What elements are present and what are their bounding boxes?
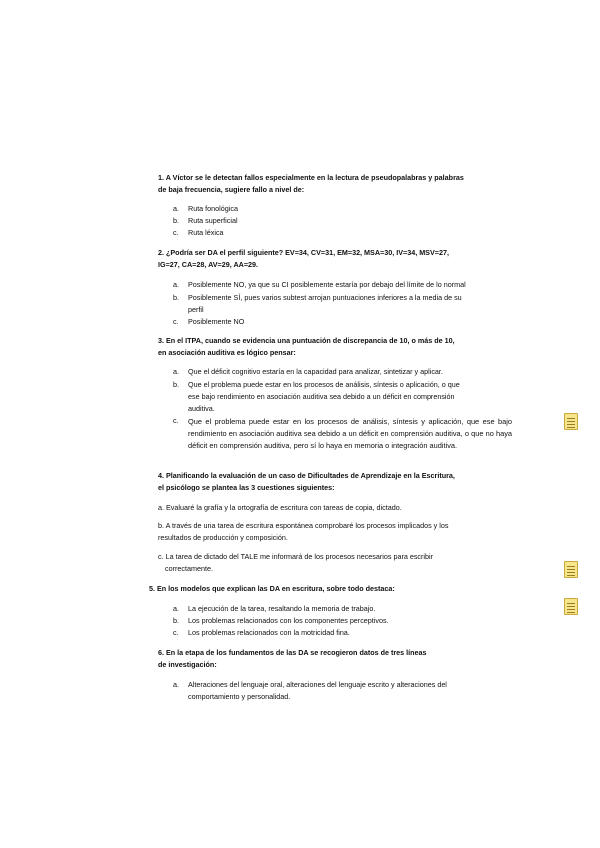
q1-stem-line2: de baja frecuencia, sugiere fallo a nivel de:	[158, 185, 305, 194]
q2-option-b-line2: perfil	[188, 305, 204, 314]
q4-item-c-line2: correctamente.	[165, 564, 213, 573]
q4-item-b-line1: b. A través de una tarea de escritura espontánea comprobaré los procesos implicados y los	[158, 521, 449, 530]
q6-stem-line1: 6. En la etapa de los fundamentos de las DA se recogieron datos de tres líneas	[158, 648, 427, 657]
q2-option-b-line1: Posiblemente SÍ, pues varios subtest arrojan puntuaciones inferiores a la media de su	[188, 293, 462, 302]
q3-option-c-label: c.	[173, 416, 179, 425]
q5-option-a-label: a.	[173, 604, 179, 613]
q3-option-b-line1: Que el problema puede estar en los procesos de análisis, síntesis o aplicación, o que	[188, 380, 460, 389]
q4-item-b-line2: resultados de producción y composición.	[158, 533, 288, 542]
q3-stem-line2: en asociación auditiva es lógico pensar:	[158, 348, 296, 357]
q1-stem-line1: 1. A Víctor se le detectan fallos especialmente en la lectura de pseudopalabras y palabras	[158, 173, 464, 182]
sticky-note-icon[interactable]	[564, 561, 578, 578]
q3-option-b-label: b.	[173, 380, 179, 389]
q5-option-c: Los problemas relacionados con la motricidad fina.	[188, 628, 350, 637]
q2-option-a-label: a.	[173, 280, 179, 289]
q3-option-a: Que el déficit cognitivo estaría en la capacidad para analizar, sintetizar y aplicar.	[188, 367, 443, 376]
q6-stem-line2: de investigación:	[158, 660, 217, 669]
q1-option-c: Ruta léxica	[188, 228, 224, 237]
q2-stem-line1: 2. ¿Podría ser DA el perfil siguiente? EV=34, CV=31, EM=32, MSA=30, IV=34, MSV=27,	[158, 248, 449, 257]
q3-option-b-line3: auditiva.	[188, 404, 215, 413]
q5-option-c-label: c.	[173, 628, 179, 637]
q4-stem-line1: 4. Planificando la evaluación de un caso de Dificultades de Aprendizaje en la Escritura,	[158, 471, 455, 480]
q1-option-a: Ruta fonológica	[188, 204, 238, 213]
q6-option-a-label: a.	[173, 680, 179, 689]
sticky-note-icon[interactable]	[564, 598, 578, 615]
q2-option-c: Posiblemente NO	[188, 317, 245, 326]
q1-option-b-label: b.	[173, 216, 179, 225]
q5-option-b: Los problemas relacionados con los componentes perceptivos.	[188, 616, 389, 625]
q2-option-b-label: b.	[173, 293, 179, 302]
q3-option-b-line2: ese bajo rendimiento en asociación auditiva sea debido a un déficit en comprensión	[188, 392, 455, 401]
q1-option-b: Ruta superficial	[188, 216, 238, 225]
q5-stem: 5. En los modelos que explican las DA en escritura, sobre todo destaca:	[149, 584, 395, 593]
sticky-note-icon[interactable]	[564, 413, 578, 430]
q1-option-a-label: a.	[173, 204, 179, 213]
q4-item-a: a. Evaluaré la grafía y la ortografía de escritura con tareas de copia, dictado.	[158, 503, 402, 512]
q5-option-b-label: b.	[173, 616, 179, 625]
q4-item-c-line1: c. La tarea de dictado del TALE me informará de los procesos necesarios para escribir	[158, 552, 433, 561]
q2-option-a: Posiblemente NO, ya que su CI posiblemente estaría por debajo del límite de lo normal	[188, 280, 466, 289]
q4-stem-line2: el psicólogo se plantea las 3 cuestiones siguientes:	[158, 483, 335, 492]
q3-option-a-label: a.	[173, 367, 179, 376]
q6-option-a-line1: Alteraciones del lenguaje oral, alteraciones del lenguaje escrito y alteraciones del	[188, 680, 447, 689]
q2-option-c-label: c.	[173, 317, 179, 326]
q3-option-c: Que el problema puede estar en los procesos de análisis, síntesis y aplicación, que ese bajo rendimiento en asociación auditiva sea debido a un déficit en comprensión auditiva, o que no haya déficit en comprensión auditiva, pero sí lo haya en memoria o integración auditiva.	[188, 417, 512, 450]
q1-option-c-label: c.	[173, 228, 179, 237]
q2-stem-line2: IG=27, CA=28, AV=29, AA=29.	[158, 260, 259, 269]
q3-stem-line1: 3. En el ITPA, cuando se evidencia una puntuación de discrepancia de 10, o más de 10,	[158, 336, 455, 345]
q6-option-a-line2: comportamiento y personalidad.	[188, 692, 291, 701]
q5-option-a: La ejecución de la tarea, resaltando la memoria de trabajo.	[188, 604, 376, 613]
